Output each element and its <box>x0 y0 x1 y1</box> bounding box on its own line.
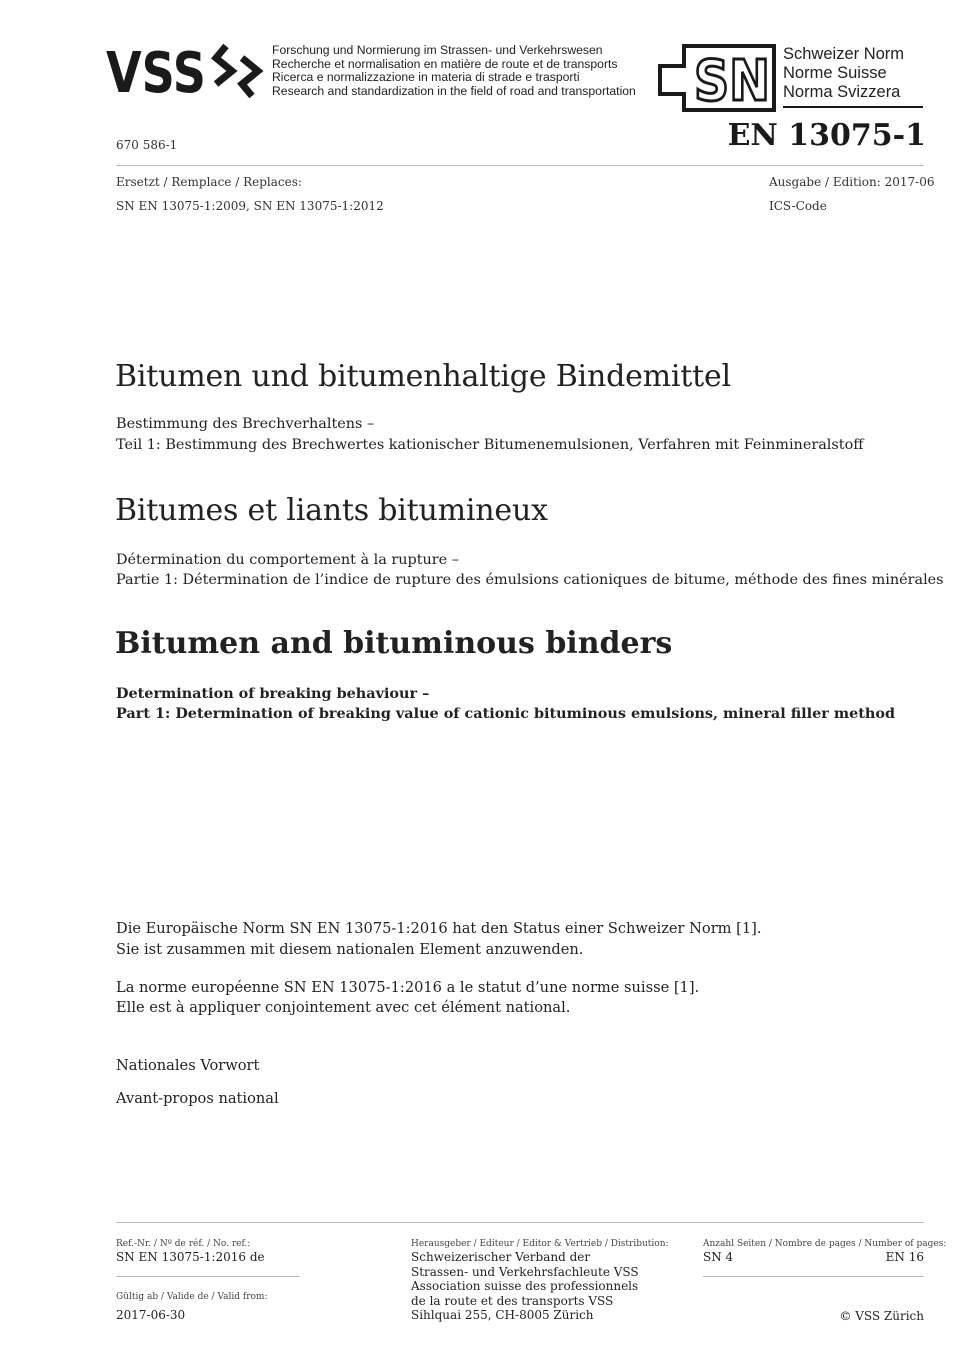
status-de-2: Sie ist zusammen mit diesem nationalen Element anzuwenden. <box>116 941 584 958</box>
header-divider <box>116 165 924 166</box>
subtitle-fr-1: Détermination du comportement à la rupture – <box>116 552 459 568</box>
ics-code: ICS-Code <box>769 199 827 213</box>
footer-valid-label: Gültig ab / Valide de / Valid from: <box>116 1292 268 1302</box>
footer-publisher <box>411 1250 639 1323</box>
footer-publisher-line: de la route et des transports VSS <box>411 1293 614 1308</box>
subtitle-de-2: Teil 1: Bestimmung des Brechwertes kationischer Bitumenemulsionen, Verfahren mit Feinmineralstoff <box>116 437 864 453</box>
footer-valid-value: 2017-06-30 <box>116 1308 186 1322</box>
sn-name-it: Norma Svizzera <box>783 83 901 101</box>
sn-name-de: Schweizer Norm <box>783 45 905 63</box>
footer-publisher-line: Schweizerischer Verband der <box>411 1250 591 1264</box>
title-en: Bitumen and bituminous binders <box>115 626 673 661</box>
ref-number: 670 586-1 <box>116 138 178 152</box>
sn-name-fr: Norme Suisse <box>783 64 887 82</box>
vss-tagline-en: Research and standardization in the field of road and transportation <box>272 83 636 98</box>
replaces-label: Ersetzt / Remplace / Replaces: <box>116 175 302 189</box>
title-de: Bitumen und bitumenhaltige Bindemittel <box>115 359 731 394</box>
footer-publisher-label: Herausgeber / Editeur / Editor & Vertrieb / Distribution: <box>411 1239 669 1249</box>
subtitle-de-1: Bestimmung des Brechverhaltens – <box>116 416 375 432</box>
footer-ref-label: Ref.-Nr. / Nº de réf. / No. ref.: <box>116 1239 251 1249</box>
sn-logo <box>656 42 784 114</box>
footer-pages-en: EN 16 <box>885 1250 924 1264</box>
subtitle-fr-2: Partie 1: Détermination de l’indice de rupture des émulsions cationiques de bitume, méthode des fines minérales <box>116 572 944 588</box>
footer-copyright: © VSS Zürich <box>839 1309 924 1323</box>
doc-number: EN 13075-1 <box>727 118 926 153</box>
vss-logo <box>106 40 266 102</box>
edition: Ausgabe / Edition: 2017-06 <box>769 175 935 189</box>
sn-logo-text: SN <box>694 49 770 114</box>
footer-publisher-line: Strassen- und Verkehrsfachleute VSS <box>411 1264 639 1279</box>
subtitle-en-1: Determination of breaking behaviour – <box>116 685 430 702</box>
footer-publisher-line: Sihlquai 255, CH-8005 Zürich <box>411 1308 594 1323</box>
vss-tagline <box>272 44 636 98</box>
footer-pages-label: Anzahl Seiten / Nombre de pages / Number of pages: <box>703 1239 947 1249</box>
subtitle-en-2: Part 1: Determination of breaking value of cationic bituminous emulsions, mineral filler method <box>116 705 896 722</box>
sn-underline <box>783 106 923 108</box>
footer-publisher-line: Association suisse des professionnels <box>411 1279 639 1294</box>
footer-ref-divider <box>116 1276 300 1277</box>
vss-tagline-it: Ricerca e normalizzazione in materia di strade e trasporti <box>272 70 580 84</box>
footer-pages-sn: SN 4 <box>703 1250 734 1264</box>
vss-logo-text: VSS <box>106 41 206 102</box>
vss-tagline-de: Forschung und Normierung im Strassen- und Verkehrswesen <box>272 43 603 57</box>
footer-divider <box>116 1222 924 1223</box>
footer-pages-divider <box>703 1276 924 1277</box>
status-de-1: Die Europäische Norm SN EN 13075-1:2016 hat den Status einer Schweizer Norm [1]. <box>116 920 762 937</box>
vss-tagline-fr: Recherche et normalisation en matière de route et de transports <box>272 56 618 71</box>
title-fr: Bitumes et liants bitumineux <box>115 493 548 528</box>
status-fr-2: Elle est à appliquer conjointement avec cet élément national. <box>116 999 571 1016</box>
foreword-fr: Avant-propos national <box>116 1090 279 1107</box>
footer-ref-value: SN EN 13075-1:2016 de <box>116 1250 265 1264</box>
status-fr-1: La norme européenne SN EN 13075-1:2016 a le statut d’une norme suisse [1]. <box>116 979 700 996</box>
replaces-value: SN EN 13075-1:2009, SN EN 13075-1:2012 <box>116 199 384 213</box>
foreword-de: Nationales Vorwort <box>116 1057 260 1074</box>
